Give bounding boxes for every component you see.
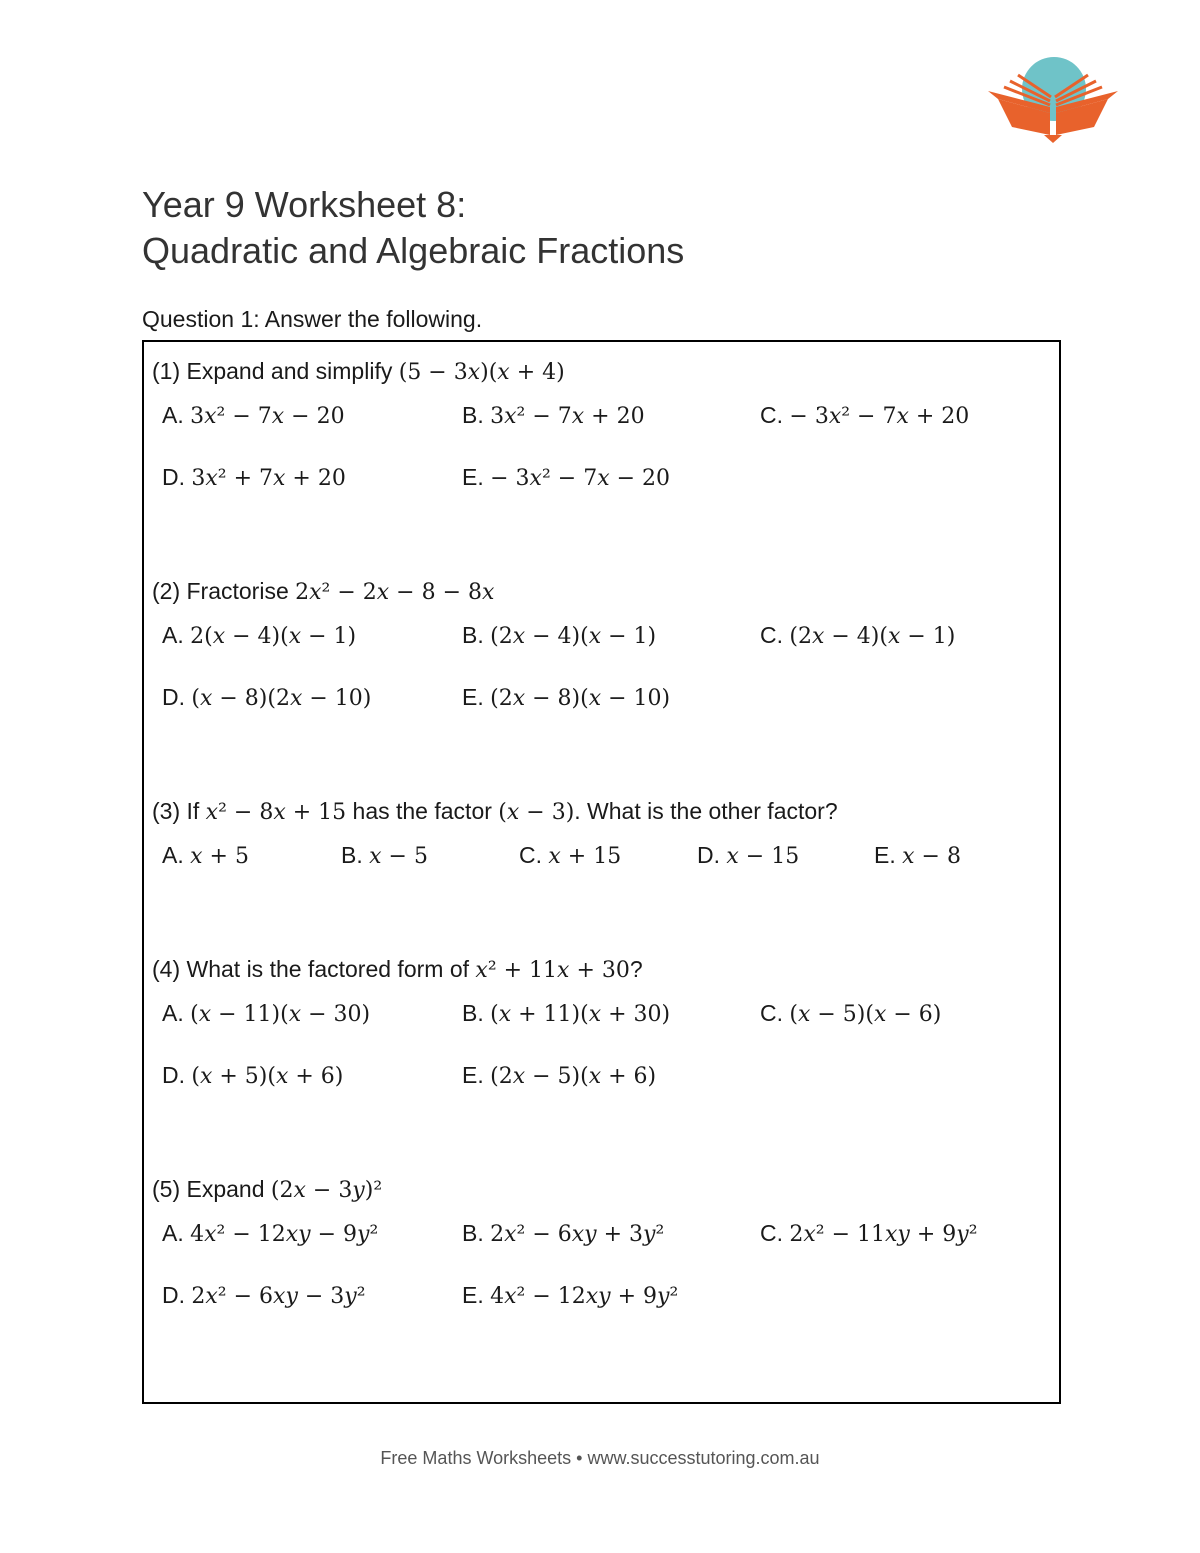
option-letter: D. bbox=[162, 684, 185, 710]
option-c[interactable] bbox=[760, 620, 955, 652]
option-letter: B. bbox=[462, 622, 484, 648]
option-math: 2𝑥² − 6𝑥𝑦 + 3𝑦² bbox=[490, 1222, 665, 1247]
option-math: (𝑥 + 5)(𝑥 + 6) bbox=[191, 1064, 344, 1089]
question-stem bbox=[152, 356, 565, 388]
question-stem bbox=[152, 1174, 382, 1206]
option-math: 2𝑥² − 6𝑥𝑦 − 3𝑦² bbox=[191, 1284, 366, 1309]
option-a[interactable] bbox=[162, 998, 370, 1030]
option-math: 𝑥 − 15 bbox=[726, 844, 800, 869]
option-math: (𝑥 + 11)(𝑥 + 30) bbox=[490, 1002, 671, 1027]
option-letter: C. bbox=[760, 622, 783, 648]
option-math: 𝑥 − 8 bbox=[902, 844, 961, 869]
stem-text-middle: has the factor bbox=[352, 798, 492, 824]
option-letter: D. bbox=[162, 1062, 185, 1088]
option-c[interactable] bbox=[519, 840, 621, 872]
option-e[interactable] bbox=[462, 1280, 678, 1312]
option-math: 4𝑥² − 12𝑥𝑦 − 9𝑦² bbox=[190, 1222, 379, 1247]
option-math: 3𝑥² − 7𝑥 + 20 bbox=[490, 404, 645, 429]
title-line-1: Year 9 Worksheet 8: bbox=[142, 184, 467, 225]
open-book-sun-logo-icon bbox=[984, 55, 1122, 143]
option-letter: D. bbox=[162, 1282, 185, 1308]
worksheet-title bbox=[142, 182, 684, 274]
option-c[interactable] bbox=[760, 998, 941, 1030]
option-e[interactable] bbox=[462, 462, 670, 494]
option-letter: C. bbox=[760, 1000, 783, 1026]
option-math: − 3𝑥² − 7𝑥 + 20 bbox=[789, 404, 970, 429]
stem-math: (5 − 3𝑥)(𝑥 + 4) bbox=[398, 360, 565, 385]
option-d[interactable] bbox=[162, 1280, 366, 1312]
option-b[interactable] bbox=[462, 998, 670, 1030]
option-a[interactable] bbox=[162, 840, 249, 872]
stem-math: 2𝑥² − 2𝑥 − 8 − 8𝑥 bbox=[295, 580, 495, 605]
option-e[interactable] bbox=[462, 1060, 656, 1092]
option-letter: A. bbox=[162, 842, 184, 868]
option-letter: B. bbox=[341, 842, 363, 868]
option-c[interactable] bbox=[760, 1218, 978, 1250]
option-math: 4𝑥² − 12𝑥𝑦 + 9𝑦² bbox=[490, 1284, 679, 1309]
stem-text-suffix: . What is the other factor? bbox=[574, 798, 838, 824]
option-letter: B. bbox=[462, 1000, 484, 1026]
option-math: (2𝑥 − 4)(𝑥 − 1) bbox=[789, 624, 956, 649]
title-line-2: Quadratic and Algebraic Fractions bbox=[142, 230, 685, 271]
option-math: 𝑥 − 5 bbox=[369, 844, 428, 869]
option-b[interactable] bbox=[462, 400, 645, 432]
option-letter: A. bbox=[162, 1000, 184, 1026]
option-letter: E. bbox=[462, 684, 484, 710]
question-stem bbox=[152, 954, 643, 986]
option-b[interactable] bbox=[462, 1218, 664, 1250]
option-math: (𝑥 − 5)(𝑥 − 6) bbox=[789, 1002, 942, 1027]
stem-math-2: (𝑥 − 3) bbox=[498, 800, 575, 825]
option-letter: B. bbox=[462, 402, 484, 428]
option-letter: E. bbox=[462, 1062, 484, 1088]
option-a[interactable] bbox=[162, 620, 356, 652]
option-e[interactable] bbox=[462, 682, 670, 714]
footer-text: Free Maths Worksheets • www.successtutoring.com.au bbox=[380, 1448, 820, 1468]
option-math: 2𝑥² − 11𝑥𝑦 + 9𝑦² bbox=[789, 1222, 978, 1247]
option-math: (𝑥 − 8)(2𝑥 − 10) bbox=[191, 686, 372, 711]
option-letter: E. bbox=[462, 1282, 484, 1308]
option-letter: A. bbox=[162, 402, 184, 428]
option-math: 3𝑥² − 7𝑥 − 20 bbox=[190, 404, 345, 429]
stem-text-suffix: ? bbox=[629, 956, 643, 982]
question-heading: Question 1: Answer the following. bbox=[142, 306, 483, 332]
option-letter: E. bbox=[874, 842, 896, 868]
option-math: (2𝑥 − 5)(𝑥 + 6) bbox=[490, 1064, 657, 1089]
option-letter: D. bbox=[162, 464, 185, 490]
option-d[interactable] bbox=[162, 1060, 343, 1092]
option-math: 𝑥 + 15 bbox=[548, 844, 622, 869]
option-math: (2𝑥 − 8)(𝑥 − 10) bbox=[490, 686, 671, 711]
option-letter: B. bbox=[462, 1220, 484, 1246]
option-letter: C. bbox=[760, 1220, 783, 1246]
option-b[interactable] bbox=[462, 620, 656, 652]
option-letter: C. bbox=[760, 402, 783, 428]
option-math: 𝑥 + 5 bbox=[190, 844, 249, 869]
stem-math: 𝑥² + 11𝑥 + 30 bbox=[475, 958, 630, 983]
questions-box bbox=[142, 340, 1061, 1404]
option-c[interactable] bbox=[760, 400, 969, 432]
stem-text: (3) If bbox=[152, 798, 200, 824]
stem-math: (2𝑥 − 3𝑦)² bbox=[270, 1178, 383, 1203]
option-math: (𝑥 − 11)(𝑥 − 30) bbox=[190, 1002, 371, 1027]
stem-text: (1) Expand and simplify bbox=[152, 358, 393, 384]
stem-text: (2) Fractorise bbox=[152, 578, 289, 604]
option-e[interactable] bbox=[874, 840, 961, 872]
option-math: − 3𝑥² − 7𝑥 − 20 bbox=[490, 466, 671, 491]
option-letter: E. bbox=[462, 464, 484, 490]
option-math: 3𝑥² + 7𝑥 + 20 bbox=[191, 466, 346, 491]
option-d[interactable] bbox=[162, 682, 371, 714]
question-stem bbox=[152, 796, 838, 828]
option-letter: C. bbox=[519, 842, 542, 868]
stem-text: (5) Expand bbox=[152, 1176, 265, 1202]
option-math: 2(𝑥 − 4)(𝑥 − 1) bbox=[190, 624, 357, 649]
option-letter: D. bbox=[697, 842, 720, 868]
option-b[interactable] bbox=[341, 840, 428, 872]
stem-math: 𝑥² − 8𝑥 + 15 bbox=[205, 800, 347, 825]
option-letter: A. bbox=[162, 1220, 184, 1246]
option-a[interactable] bbox=[162, 1218, 378, 1250]
option-letter: A. bbox=[162, 622, 184, 648]
option-d[interactable] bbox=[162, 462, 346, 494]
option-math: (2𝑥 − 4)(𝑥 − 1) bbox=[490, 624, 657, 649]
question-stem bbox=[152, 576, 494, 608]
option-d[interactable] bbox=[697, 840, 799, 872]
option-a[interactable] bbox=[162, 400, 345, 432]
stem-text: (4) What is the factored form of bbox=[152, 956, 470, 982]
